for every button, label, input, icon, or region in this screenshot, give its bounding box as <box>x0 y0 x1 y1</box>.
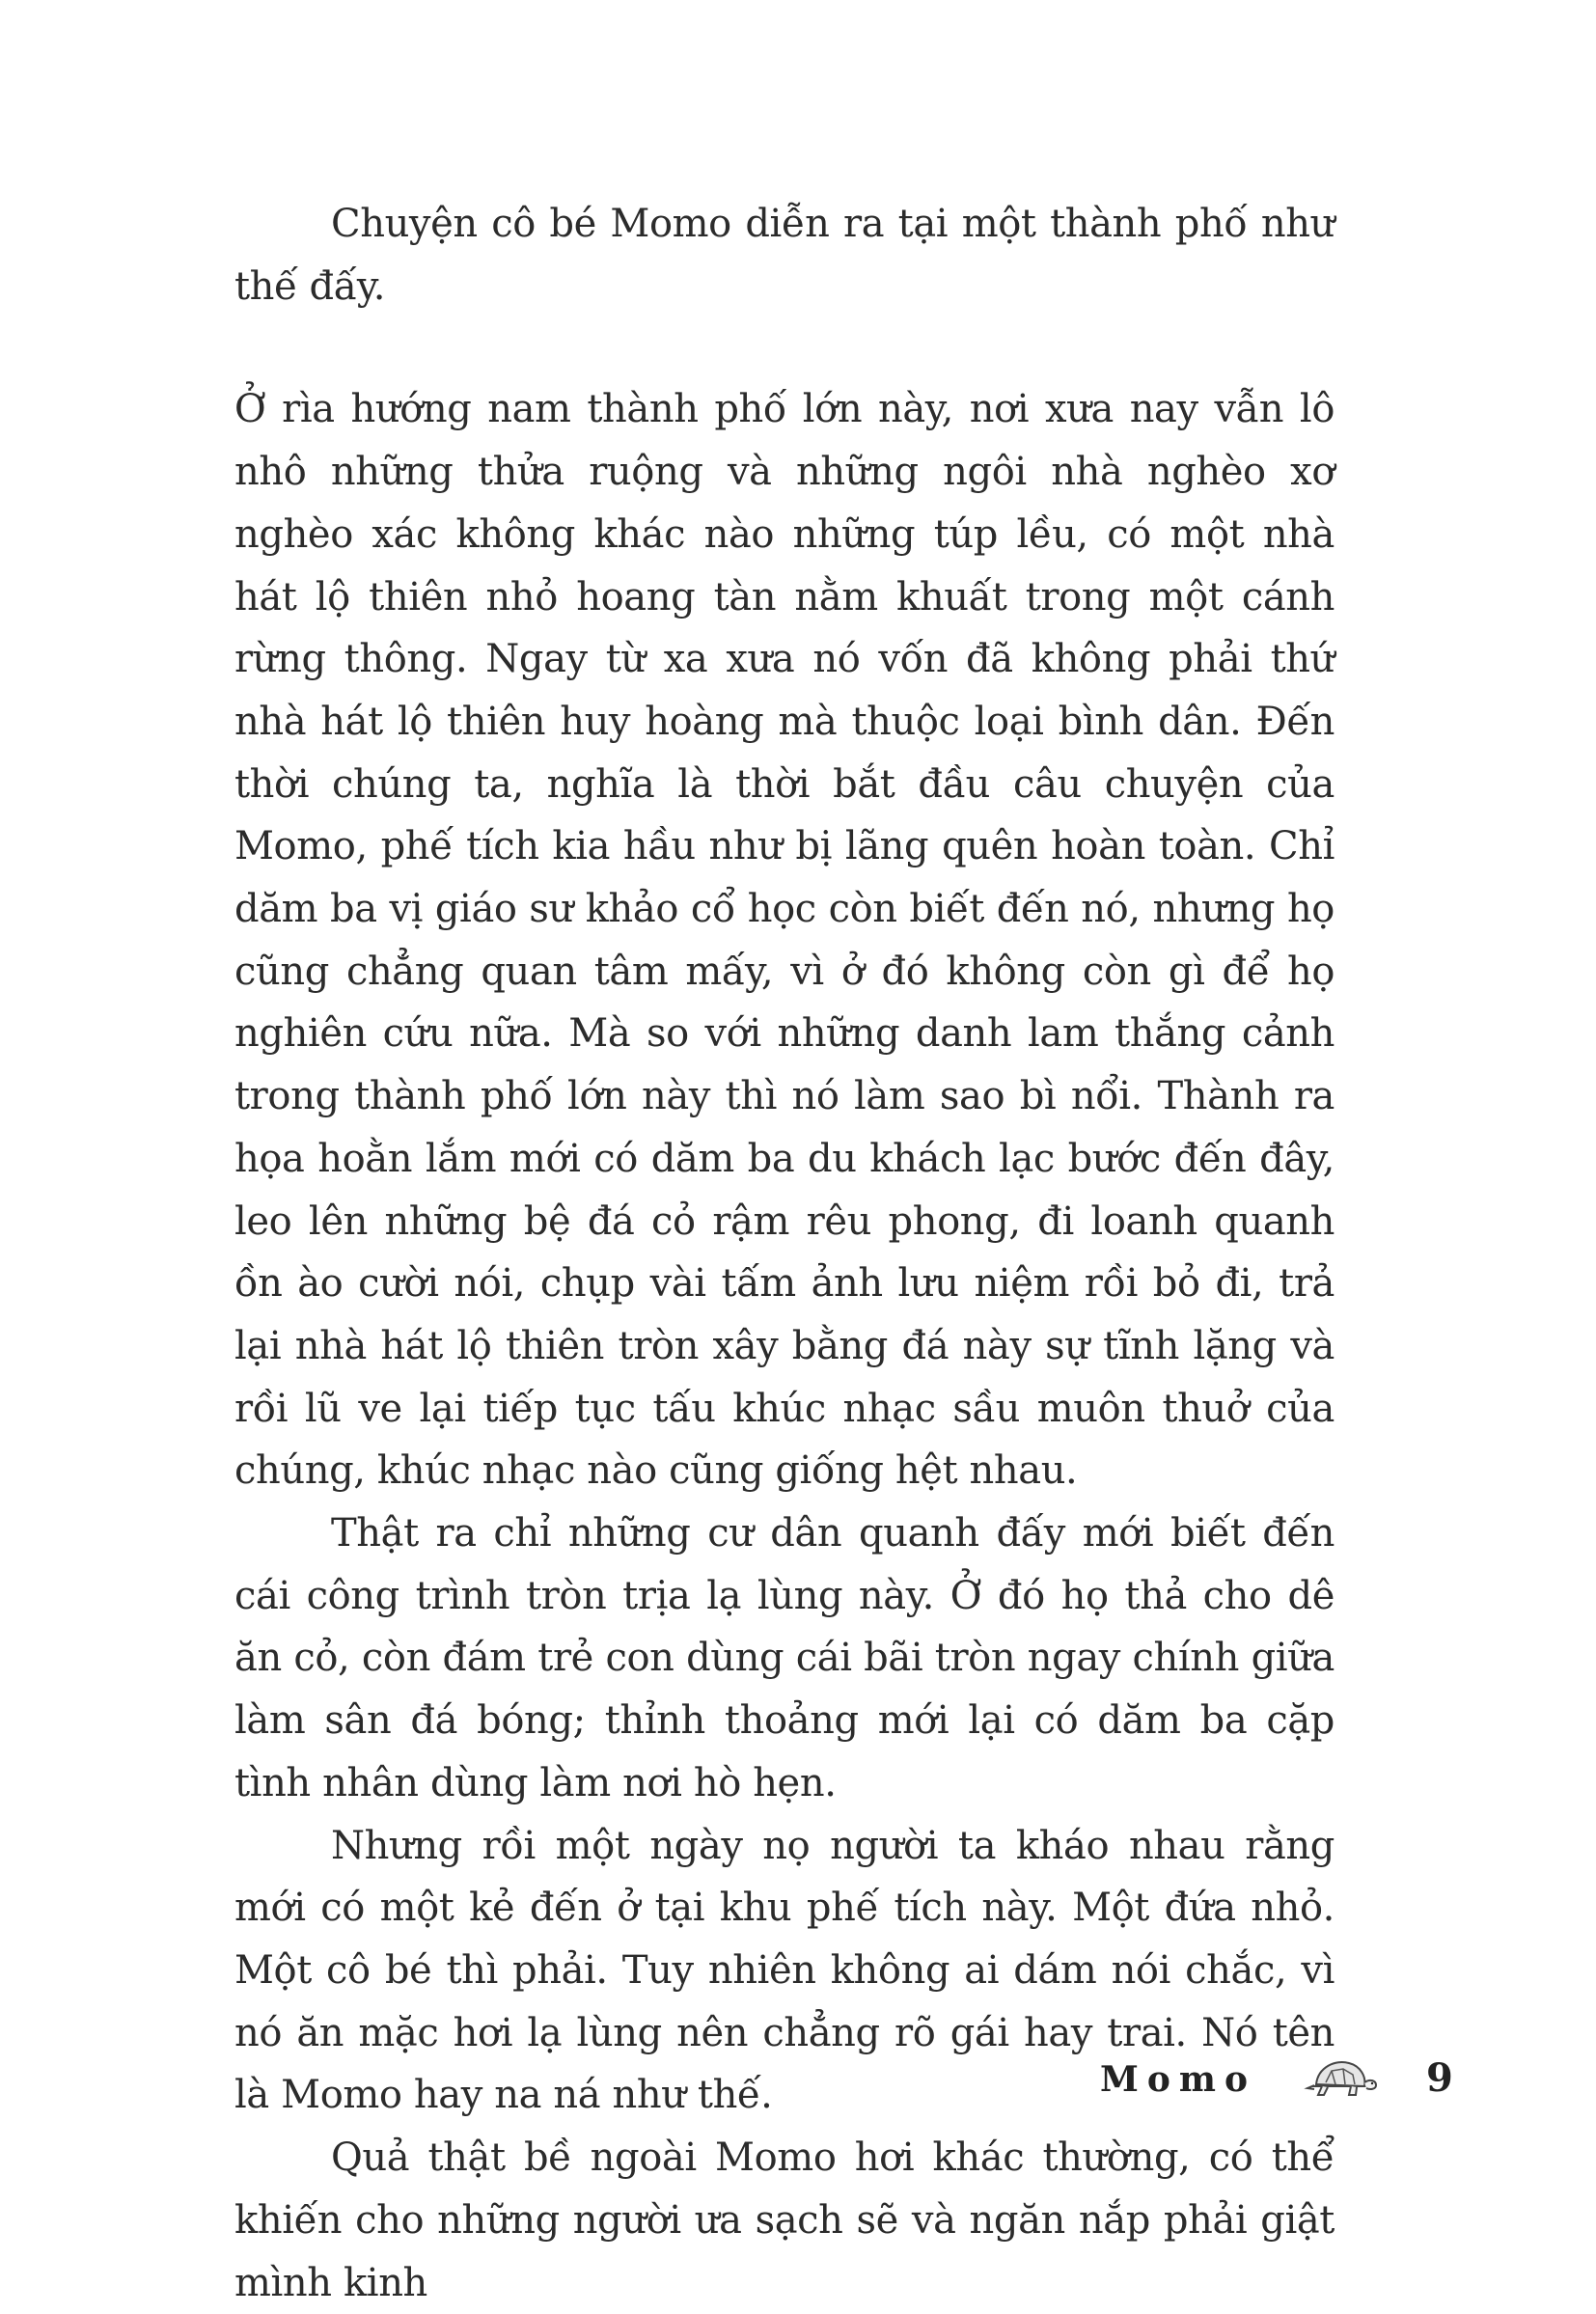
paragraph-1: Chuyện cô bé Momo diễn ra tại một thành phố như thế đấy. <box>234 202 1335 309</box>
paragraph-2: Ở rìa hướng nam thành phố lớn này, nơi xưa nay vẫn lô nhô những thửa ruộng và những ngôi nhà nghèo xơ nghèo xác không khác nào những túp lều, có một nhà hát lộ thiên nhỏ hoang tàn nằm khuất trong một cánh rừng thông. Ngay từ xa xưa nó vốn đã không phải thứ nhà hát lộ thiên huy hoàng mà thuộc loại bình dân. Đến thời chúng ta, nghĩa là thời bắt đầu câu chuyện của Momo, phế tích kia hầu như bị lãng quên hoàn toàn. Chỉ dăm ba vị giáo sư khảo cổ học còn biết đến nó, nhưng họ cũng chẳng quan tâm mấy, vì ở đó không còn gì để họ nghiên cứu nữa. Mà so với những danh lam thắng cảnh trong thành phố lớn này thì nó làm sao bì nổi. Thành ra họa hoằn lắm mới có dăm ba du khách lạc bước đến đây, leo lên những bệ đá cỏ rậm rêu phong, đi loanh quanh ồn ào cười nói, chụp vài tấm ảnh lưu niệm rồi bỏ đi, trả lại nhà hát lộ thiên tròn xây bằng đá này sự tĩnh lặng và rồi lũ ve lại tiếp tục tấu khúc nhạc sầu muôn thuở của chúng, khúc nhạc nào cũng giống hệt nhau. <box>234 387 1335 1494</box>
page-number: 9 <box>1426 2055 1453 2101</box>
running-title: Momo <box>1100 2059 1256 2100</box>
paragraph-5: Quả thật bề ngoài Momo hơi khác thường, có thể khiến cho những người ưa sạch sẽ và ngăn nắp phải giật mình kinh <box>234 2135 1335 2305</box>
body-text <box>234 193 1335 2314</box>
paragraph-3: Thật ra chỉ những cư dân quanh đấy mới biết đến cái công trình tròn trịa lạ lùng này. Ở đó họ thả cho dê ăn cỏ, còn đám trẻ con dùng cái bãi tròn ngay chính giữa làm sân đá bóng; thỉnh thoảng mới lại có dăm ba cặp tình nhân dùng làm nơi hò hẹn. <box>234 1511 1335 1805</box>
page-footer <box>0 2046 1596 2123</box>
paragraph-4: Nhưng rồi một ngày nọ người ta kháo nhau rằng mới có một kẻ đến ở tại khu phế tích này. Một đứa nhỏ. Một cô bé thì phải. Tuy nhiên không ai dám nói chắc, vì nó ăn mặc hơi lạ lùng nên chẳng rõ gái hay trai. Nó tên là Momo hay na ná như thế. <box>234 1823 1335 2118</box>
turtle-icon <box>1303 2050 1380 2107</box>
